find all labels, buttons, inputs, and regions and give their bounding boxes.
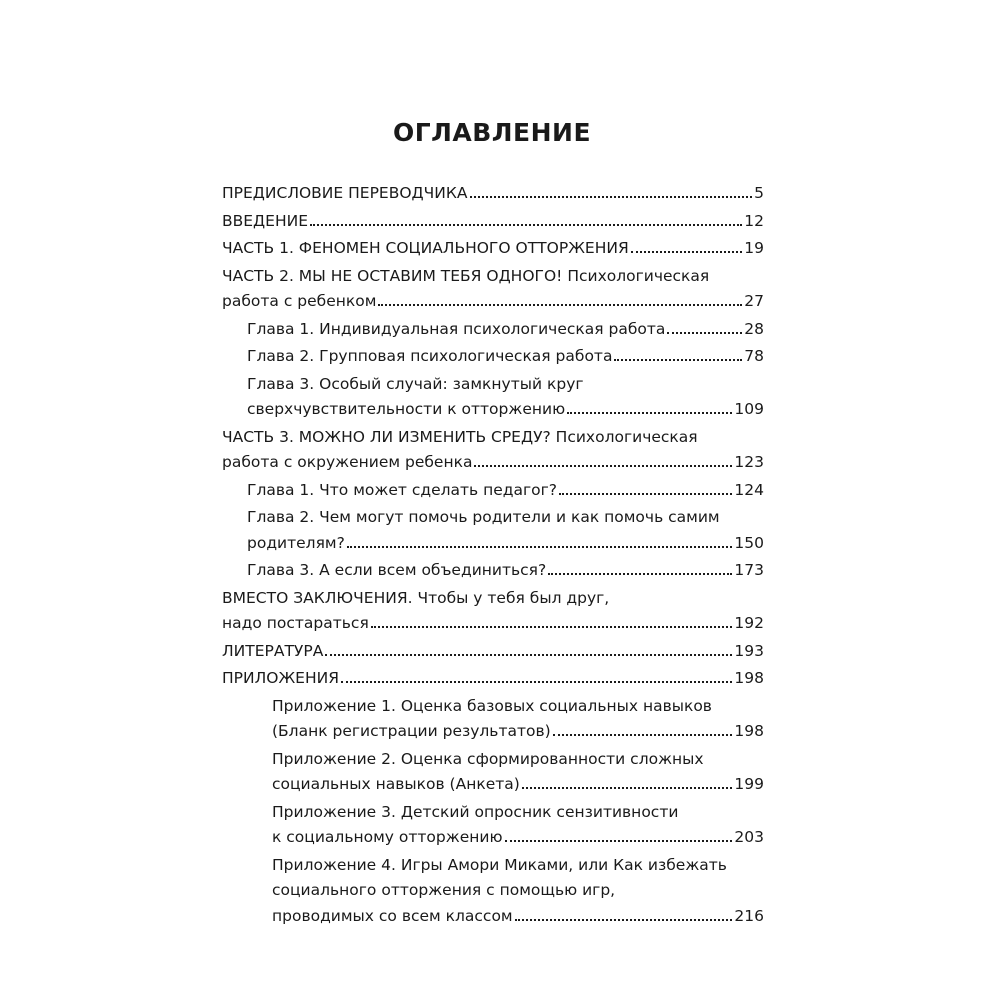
dot-leader	[515, 919, 733, 921]
toc-entry	[222, 853, 764, 930]
toc-entry-last-line	[247, 317, 764, 343]
toc-page-number: 78	[744, 347, 764, 365]
toc-page-number: 12	[744, 211, 764, 230]
toc-entry-text: проводимых со всем классом	[272, 906, 513, 925]
toc-entry	[222, 558, 764, 584]
dot-leader	[378, 304, 742, 306]
toc-entry-text: ЛИТЕРАТУРА	[222, 641, 324, 660]
toc-page-number: 192	[734, 614, 764, 632]
dot-leader	[341, 681, 732, 683]
toc-page-number: 123	[734, 453, 764, 471]
toc-entry	[222, 639, 764, 665]
toc-entry-last-line	[247, 558, 764, 584]
toc-entry-last-line	[272, 904, 764, 930]
toc-entry-last-line	[247, 478, 764, 504]
toc-page-number: 173	[734, 561, 764, 579]
toc-entry-last-line	[247, 397, 764, 423]
toc-entry-last-line	[247, 531, 764, 557]
table-of-contents	[222, 181, 764, 931]
toc-entry-last-line	[222, 450, 764, 476]
toc-entry-text: Приложение 4. Игры Амори Миками, или Как избежать	[272, 855, 727, 874]
toc-entry-text: к социальному отторжению	[272, 828, 503, 846]
toc-entry-last-line	[222, 611, 764, 637]
toc-entry-text: Глава 1. Что может сделать педагог?	[247, 480, 557, 499]
toc-entry-text: социальных навыков (Анкета)	[272, 775, 520, 793]
toc-entry-text: ПРЕДИСЛОВИЕ ПЕРЕВОДЧИКА	[222, 184, 468, 202]
toc-entry-text: ВВЕДЕНИЕ	[222, 211, 309, 230]
toc-entry-text: Приложение 3. Детский опросник сензитивности	[272, 802, 679, 821]
toc-entry-last-line	[272, 772, 764, 798]
dot-leader	[553, 734, 733, 736]
toc-entry-text: сверхчувствительности к отторжению	[247, 400, 566, 418]
toc-entry	[222, 372, 764, 423]
dot-leader	[474, 465, 732, 467]
toc-entry-text: Приложение 2. Оценка сформированности сложных	[272, 749, 704, 768]
toc-entry	[222, 264, 764, 315]
dot-leader	[614, 359, 742, 361]
toc-entry	[222, 181, 764, 207]
toc-entry-text: Глава 1. Индивидуальная психологическая работа	[247, 319, 666, 338]
toc-page-number: 198	[734, 669, 764, 687]
toc-entry-text: родителям?	[247, 533, 345, 552]
toc-entry	[222, 209, 764, 235]
toc-page-number: 28	[744, 319, 764, 338]
toc-page-number: 198	[734, 722, 764, 740]
toc-page-number: 19	[744, 239, 764, 257]
toc-entry-last-line	[222, 209, 764, 235]
toc-entry	[222, 478, 764, 504]
toc-entry-last-line	[247, 344, 764, 370]
dot-leader	[631, 251, 743, 253]
toc-entry-text: ЧАСТЬ 2. МЫ НЕ ОСТАВИМ ТЕБЯ ОДНОГО! Психологическая	[222, 266, 710, 285]
toc-page-number: 150	[734, 533, 764, 552]
entry-spacer	[222, 929, 764, 931]
toc-page-number: 5	[754, 184, 764, 202]
dot-leader	[310, 224, 742, 226]
dot-leader	[567, 412, 732, 414]
dot-leader	[667, 332, 742, 334]
toc-entry	[222, 505, 764, 556]
dot-leader	[505, 840, 733, 842]
toc-page-number: 199	[734, 775, 764, 793]
toc-entry	[222, 666, 764, 692]
toc-entry-text: работа с ребенком	[222, 292, 377, 310]
toc-entry	[222, 800, 764, 851]
toc-entry-text: Глава 3. А если всем объединиться?	[247, 561, 547, 579]
toc-entry-last-line	[272, 825, 764, 851]
toc-entry	[222, 317, 764, 343]
toc-entry-text: Приложение 1. Оценка базовых социальных навыков	[272, 696, 712, 715]
dot-leader	[347, 546, 733, 548]
toc-page-number: 193	[734, 641, 764, 660]
toc-page-number: 109	[734, 400, 764, 418]
toc-page-number: 216	[734, 906, 764, 925]
toc-entry	[222, 344, 764, 370]
toc-entry-text: ПРИЛОЖЕНИЯ	[222, 669, 339, 687]
toc-entry-last-line	[222, 181, 764, 207]
toc-entry	[222, 747, 764, 798]
dot-leader	[470, 196, 753, 198]
dot-leader	[371, 626, 733, 628]
toc-entry-text: работа с окружением ребенка	[222, 453, 473, 471]
toc-entry	[222, 586, 764, 637]
dot-leader	[559, 493, 732, 495]
toc-page-number: 27	[744, 292, 764, 310]
toc-entry-text: (Бланк регистрации результатов)	[272, 722, 551, 740]
toc-entry-text: Глава 2. Групповая психологическая работа	[247, 347, 613, 365]
toc-entry-text: ЧАСТЬ 1. ФЕНОМЕН СОЦИАЛЬНОГО ОТТОРЖЕНИЯ	[222, 239, 629, 257]
toc-entry-last-line	[222, 666, 764, 692]
dot-leader	[522, 787, 733, 789]
toc-page-number: 124	[734, 480, 764, 499]
toc-entry-last-line	[222, 236, 764, 262]
toc-entry-text: ВМЕСТО ЗАКЛЮЧЕНИЯ. Чтобы у тебя был друг,	[222, 588, 610, 607]
toc-entry-text: Глава 2. Чем могут помочь родители и как помочь самим	[247, 508, 720, 526]
page-title: ОГЛАВЛЕНИЕ	[392, 118, 592, 147]
dot-leader	[548, 573, 732, 575]
toc-entry-last-line	[222, 639, 764, 665]
toc-entry	[222, 694, 764, 745]
toc-entry-last-line	[272, 719, 764, 745]
toc-entry-last-line	[222, 289, 764, 315]
toc-entry-text: Глава 3. Особый случай: замкнутый круг	[247, 374, 584, 393]
toc-entry-text: социального отторжения с помощью игр,	[272, 881, 616, 899]
toc-entry	[222, 425, 764, 476]
toc-page-number: 203	[734, 828, 764, 846]
toc-entry	[222, 236, 764, 262]
toc-entry-text: ЧАСТЬ 3. МОЖНО ЛИ ИЗМЕНИТЬ СРЕДУ? Психологическая	[222, 427, 698, 446]
toc-entry-text: надо постараться	[222, 614, 369, 632]
dot-leader	[325, 654, 732, 656]
